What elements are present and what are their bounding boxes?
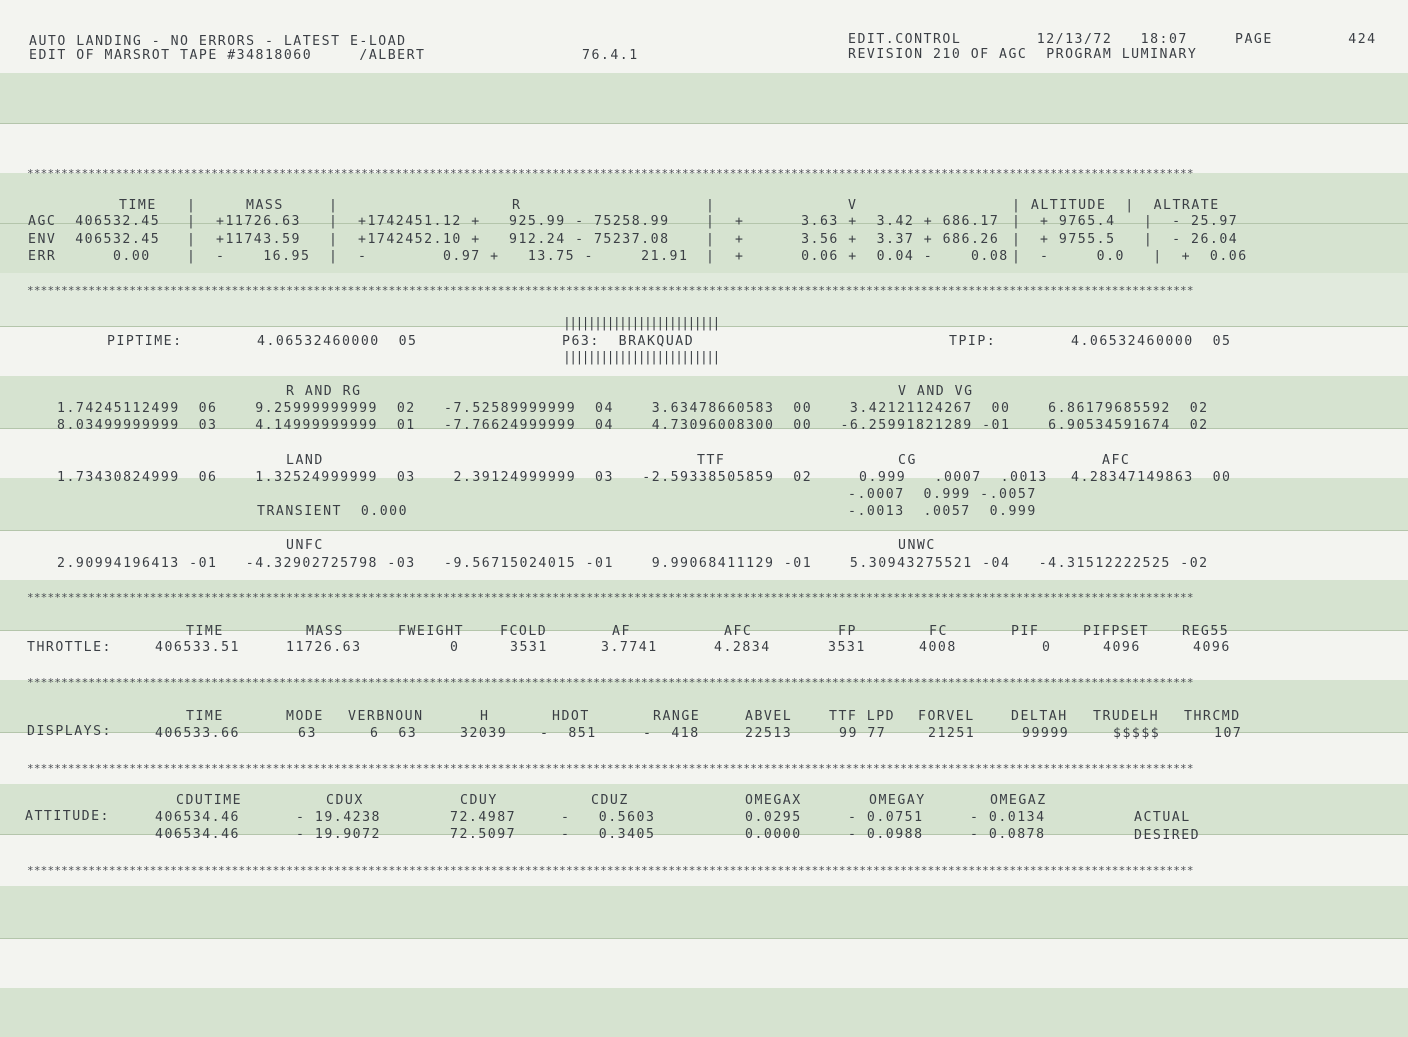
header-line-1: AUTO LANDING - NO ERRORS - LATEST E-LOAD [29, 34, 407, 49]
attitude-actual-value: 0.0295 [745, 810, 802, 825]
attitude-actual-value: 406534.46 [155, 810, 240, 825]
v-and-vg-header: V AND VG [898, 384, 974, 399]
pipe: | [329, 232, 339, 247]
tick-marks-bottom: ||||||||||||||||||||||||| [563, 350, 719, 365]
err-row-alt: - 0.0 | + 0.06 [1040, 249, 1248, 264]
agc-row-alt: + 9765.4 | - 25.97 [1040, 214, 1239, 229]
land-header: LAND [286, 453, 324, 468]
attitude-header: OMEGAZ [990, 793, 1047, 808]
throttle-header: FWEIGHT [398, 624, 465, 639]
paper-rule [0, 530, 1408, 531]
displays-value: 107 [1214, 726, 1243, 741]
guidance-row-2: 8.03499999999 03 4.14999999999 01 -7.76624999999 04 4.73096008300 00 -6.25991821289 -01 6.90534591674 02 [57, 418, 1209, 433]
throttle-value: 0 [450, 640, 460, 655]
r-and-rg-header: R AND RG [286, 384, 362, 399]
displays-value: 22513 [745, 726, 793, 741]
header-right-2: REVISION 210 OF AGC PROGRAM LUMINARY [848, 47, 1198, 62]
pipe: | [187, 214, 197, 229]
pipe: | [187, 198, 197, 213]
displays-value: 406533.66 [155, 726, 240, 741]
separator: *************************************************************************************************************************************************************************** [27, 865, 1194, 877]
attitude-desired-value: - 0.0988 [848, 827, 924, 842]
attitude-label: ATTITUDE: [25, 809, 110, 824]
agc-row-time: AGC 406532.45 [28, 214, 161, 229]
attitude-header: CDUX [326, 793, 364, 808]
ttf-header: TTF [697, 453, 726, 468]
col-header-time: TIME [119, 198, 157, 213]
separator: *************************************************************************************************************************************************************************** [27, 168, 1194, 180]
err-row-mass: - 16.95 [216, 249, 311, 264]
throttle-header: FP [838, 624, 857, 639]
throttle-value: 0 [1042, 640, 1052, 655]
piptime-value: 4.06532460000 05 [257, 334, 418, 349]
attitude-actual-value: 72.4987 [450, 810, 517, 825]
cg-row-1: 0.999 .0007 .0013 [859, 470, 1048, 485]
agc-row-mass: +11726.63 [216, 214, 301, 229]
displays-value: - 418 [643, 726, 700, 741]
paper-band [0, 988, 1408, 1037]
col-header-v: V [848, 198, 858, 213]
cg-header: CG [898, 453, 917, 468]
col-header-mass: MASS [246, 198, 284, 213]
throttle-header: REG55 [1182, 624, 1230, 639]
col-header-r: R [512, 198, 522, 213]
paper-rule [0, 938, 1408, 939]
attitude-header: OMEGAY [869, 793, 926, 808]
unfc-header: UNFC [286, 538, 324, 553]
header-version: 76.4.1 [582, 48, 639, 63]
throttle-value: 4.2834 [714, 640, 771, 655]
err-row-time: ERR 0.00 [28, 249, 151, 264]
pipe: | [1012, 232, 1022, 247]
pipe: | [706, 232, 716, 247]
err-row-r: - 0.97 + 13.75 - 21.91 [358, 249, 689, 264]
throttle-header: TIME [186, 624, 224, 639]
displays-value: 32039 [460, 726, 508, 741]
separator: *************************************************************************************************************************************************************************** [27, 763, 1194, 775]
paper-band [0, 73, 1408, 123]
attitude-actual-value: - 0.0751 [848, 810, 924, 825]
displays-header: VERBNOUN [348, 709, 424, 724]
attitude-header: CDUTIME [176, 793, 243, 808]
attitude-desired-value: 0.0000 [745, 827, 802, 842]
pipe: | [329, 198, 339, 213]
throttle-value: 4008 [919, 640, 957, 655]
pipe: | [706, 249, 716, 264]
throttle-value: 4096 [1103, 640, 1141, 655]
pipe: | [187, 232, 197, 247]
displays-value: 63 [298, 726, 317, 741]
throttle-header: FCOLD [500, 624, 548, 639]
pipe: | [706, 214, 716, 229]
throttle-header: AFC [724, 624, 753, 639]
displays-header: TTF LPD [829, 709, 896, 724]
displays-header: MODE [286, 709, 324, 724]
attitude-desired-value: - 19.9072 [296, 827, 381, 842]
displays-value: 99 77 [839, 726, 887, 741]
displays-label: DISPLAYS: [27, 724, 112, 739]
unit-vector-row: 2.90994196413 -01 -4.32902725798 -03 -9.56715024015 -01 9.99068411129 -01 5.30943275521 -04 -4.31512222525 -02 [57, 556, 1209, 571]
guidance-row-1: 1.74245112499 06 9.25999999999 02 -7.52589999999 04 3.63478660583 00 3.42121124267 00 6.86179685592 02 [57, 401, 1209, 416]
displays-header: DELTAH [1011, 709, 1068, 724]
env-row-r: +1742452.10 + 912.24 - 75237.08 [358, 232, 670, 247]
throttle-value: 3531 [828, 640, 866, 655]
attitude-desired-value: - 0.0878 [970, 827, 1046, 842]
attitude-header: OMEGAX [745, 793, 802, 808]
paper-band [0, 580, 1408, 630]
land-row: 1.73430824999 06 1.32524999999 03 2.39124999999 03 -2.59338505859 02 [57, 470, 813, 485]
attitude-actual-value: - 19.4238 [296, 810, 381, 825]
pipe: | [706, 198, 716, 213]
displays-header: THRCMD [1184, 709, 1241, 724]
cg-row-3: -.0013 .0057 0.999 [848, 504, 1037, 519]
throttle-header: PIFPSET [1083, 624, 1150, 639]
env-row-v: + 3.56 + 3.37 + 686.26 [735, 232, 1000, 247]
displays-value: - 851 [540, 726, 597, 741]
throttle-header: MASS [306, 624, 344, 639]
env-row-mass: +11743.59 [216, 232, 301, 247]
unwc-header: UNWC [898, 538, 936, 553]
displays-header: FORVEL [918, 709, 975, 724]
actual-label: ACTUAL [1134, 810, 1191, 825]
attitude-actual-value: - 0.5603 [561, 810, 656, 825]
tpip-label: TPIP: [949, 334, 997, 349]
throttle-header: AF [612, 624, 631, 639]
separator: *************************************************************************************************************************************************************************** [27, 592, 1194, 604]
throttle-value: 3531 [510, 640, 548, 655]
attitude-desired-value: 72.5097 [450, 827, 517, 842]
displays-value: 21251 [928, 726, 976, 741]
displays-value: $$$$$ [1113, 726, 1161, 741]
paper-rule [0, 123, 1408, 124]
attitude-desired-value: 406534.46 [155, 827, 240, 842]
pipe: | [329, 249, 339, 264]
env-row-time: ENV 406532.45 [28, 232, 161, 247]
header-line-2: EDIT OF MARSROT TAPE #34818060 /ALBERT [29, 48, 426, 63]
err-row-v: + 0.06 + 0.04 - 0.08 [735, 249, 1009, 264]
attitude-header: CDUY [460, 793, 498, 808]
throttle-label: THROTTLE: [27, 640, 112, 655]
piptime-label: PIPTIME: [107, 334, 183, 349]
pipe: | [1012, 214, 1022, 229]
afc-header: AFC [1102, 453, 1131, 468]
pipe: | [187, 249, 197, 264]
afc-value: 4.28347149863 00 [1071, 470, 1232, 485]
desired-label: DESIRED [1134, 828, 1201, 843]
displays-header: ABVEL [745, 709, 793, 724]
tpip-value: 4.06532460000 05 [1071, 334, 1232, 349]
tick-marks-top: ||||||||||||||||||||||||| [563, 316, 719, 331]
header-right-1: EDIT.CONTROL 12/13/72 18:07 PAGE 424 [848, 32, 1377, 47]
paper-band [0, 886, 1408, 938]
program-label: P63: BRAKQUAD [562, 334, 695, 349]
env-row-alt: + 9755.5 | - 26.04 [1040, 232, 1239, 247]
attitude-desired-value: - 0.3405 [561, 827, 656, 842]
displays-header: RANGE [653, 709, 701, 724]
displays-header: HDOT [552, 709, 590, 724]
displays-header: H [480, 709, 490, 724]
displays-value: 6 63 [370, 726, 418, 741]
col-header-altitude: | ALTITUDE | ALTRATE [1012, 198, 1220, 213]
cg-row-2: -.0007 0.999 -.0057 [848, 487, 1037, 502]
throttle-value: 11726.63 [286, 640, 362, 655]
separator: *************************************************************************************************************************************************************************** [27, 285, 1194, 297]
attitude-actual-value: - 0.0134 [970, 810, 1046, 825]
pipe: | [1012, 249, 1022, 264]
throttle-value: 4096 [1193, 640, 1231, 655]
attitude-header: CDUZ [591, 793, 629, 808]
displays-header: TRUDELH [1093, 709, 1160, 724]
displays-header: TIME [186, 709, 224, 724]
separator: *************************************************************************************************************************************************************************** [27, 677, 1194, 689]
throttle-value: 3.7741 [601, 640, 658, 655]
throttle-header: PIF [1011, 624, 1040, 639]
pipe: | [329, 214, 339, 229]
throttle-value: 406533.51 [155, 640, 240, 655]
agc-row-r: +1742451.12 + 925.99 - 75258.99 [358, 214, 670, 229]
throttle-header: FC [929, 624, 948, 639]
agc-row-v: + 3.63 + 3.42 + 686.17 [735, 214, 1000, 229]
transient-label: TRANSIENT 0.000 [257, 504, 409, 519]
displays-value: 99999 [1022, 726, 1070, 741]
